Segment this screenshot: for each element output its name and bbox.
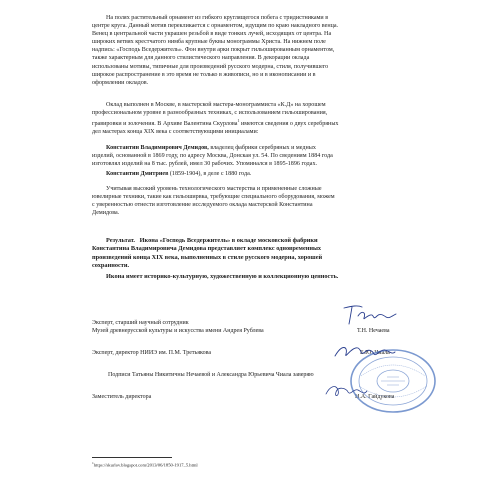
text-line: изделий, основанной в 1869 году, по адресу Москва, Донская ул. 54. По сведениям 1884 года (92, 153, 333, 160)
text-line: Демидова. (92, 210, 120, 217)
expert1-name: Т.Н. Нечаева (357, 328, 390, 334)
text-line: оформлении окладов. (92, 79, 149, 86)
text-line: центре круга. Данный мотив перекликается с орнаментом, идущим по краю накладного венца. (92, 23, 339, 30)
text-line: Результат. Икона «Господь Вседержитель» в окладе московской фабрики (106, 237, 318, 244)
text-line: также характерным для данного стилистического направления. В декорации оклада (92, 55, 310, 62)
expert1-title: Эксперт, старший научный сотрудник (92, 320, 189, 326)
text-line: гравировки и золочения. В Архиве Валентина Скурлова$^1$ имеются сведения о двух серебряных (92, 118, 339, 128)
deputy-name: Н.А. Гайдукова (355, 394, 395, 400)
text-line: изготовлял изделий на 8 тыс. рублей, имел 30 рабочих. Упоминался в 1895-1896 годах. (92, 161, 318, 168)
deputy-title: Заместитель директора (92, 394, 152, 400)
paragraph-demidov (92, 144, 422, 168)
text-line: Константин Владимирович Демидов, владелец фабрики серебряных и медных (106, 145, 316, 151)
text-line: с уверенностью отнести изготовление исследуемого оклада мастерской Константина (92, 202, 313, 209)
value-statement: Икона имеет историко-культурную, художественную и коллекционную ценность. (106, 273, 339, 281)
text-line: использованы мотивы, типичные для произведений русского модерна, стиля, получившего (92, 63, 329, 70)
text-line: ювелирные техники, такие как гильоширвка, требующие специального оборудования, можем (92, 194, 335, 201)
paragraph-dmitriev (92, 170, 422, 178)
expert2-name: Е.Ю. Чиала (360, 350, 390, 356)
text-line: сохранности. (92, 261, 130, 269)
text-line: широкое распространение в это время не только в живописи, но и в иконописании и в (92, 71, 316, 78)
paragraph-workshop (92, 101, 422, 136)
paragraph-ornament (92, 14, 422, 87)
footnote-marker: 1 (92, 461, 94, 465)
signature-nechaeva (340, 302, 400, 328)
expert2-title: Эксперт, директор НИИЭ им. П.М. Третьякова (92, 350, 212, 356)
paragraph-conclusion (92, 185, 422, 217)
signature-chiala (332, 340, 398, 364)
text-line: надпись: «Господь Вседержитель». Фон внутри арки покрыт гильошированным орнаментом, (92, 47, 335, 54)
text-line: Учитывая высокий уровень технологического мастерства и примененные сложные (106, 186, 322, 192)
person-name: Константин Дмитриев (106, 171, 169, 177)
footnote-divider (92, 457, 172, 458)
attestation-line: Подписи Татьяны Никитичны Нечаевой и Александра Юрьевича Чиала заверяю (108, 372, 314, 378)
text-line: произведений конца XIX века, выполненных в стиле русского модерна, хорошей (92, 253, 323, 261)
result-label: Результат. (106, 237, 135, 244)
footnote-ref[interactable]: 1 (237, 118, 240, 124)
result-section (92, 237, 422, 281)
footnote (92, 460, 198, 469)
signature-gaidukova (322, 380, 370, 402)
text-line: профессиональном уровне в разнообразных техниках, с использованием гильоширования, (92, 110, 328, 117)
expert1-institution: Музей древнерусской культуры и искусства имени Андрея Рублева (92, 328, 264, 334)
footnote-link[interactable]: https://skurlov.blogspot.com/2013/06/1850-1917_5.html (93, 462, 198, 468)
person-name: Константин Владимирович Демидов, (106, 145, 209, 151)
text-line: Константина Владимировича Демидова представляет комплекс одновременных (92, 245, 322, 253)
text-line: Константин Дмитриев (1859-1904), в деле с 1880 года. (106, 171, 252, 177)
text-line: дел мастерах конца XIX века с соответствующими инициалами: (92, 129, 259, 136)
text-line: На полях растительный орнамент из гибкого круглящегося побега с тридистниками в (106, 15, 329, 21)
text-line: Оклад выполнен в Москве, в мастерской мастера-монограммиста «К.Д» на хорошем (106, 102, 326, 108)
text-line: широких ветвях крестчатого нимба крупные буквы монограммы Христа. На нижнем поле (92, 39, 326, 46)
text-line: Венец в центральной части украшен резьбой в виде тонких лучей, исходящих от центра. На (92, 31, 332, 38)
